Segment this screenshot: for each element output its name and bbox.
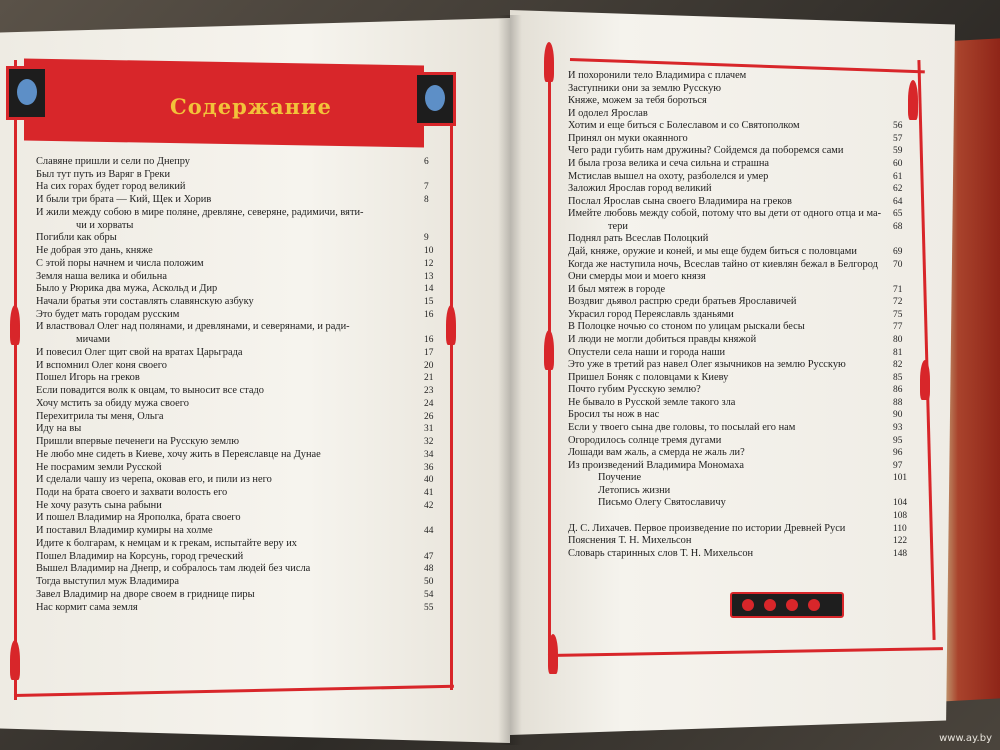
toc-entry xyxy=(36,423,81,434)
toc-entry xyxy=(568,183,712,194)
toc-entry xyxy=(36,436,239,447)
decorative-ornament-icon xyxy=(730,592,844,618)
toc-entry-title: Огородилось солнце тремя дугами xyxy=(568,434,722,446)
toc-page-number: 86 xyxy=(893,385,903,396)
toc-entry xyxy=(568,548,753,559)
toc-entry-title: Из произведений Владимира Мономаха xyxy=(568,459,744,471)
toc-entry xyxy=(568,384,701,395)
toc-entry xyxy=(568,447,745,458)
toc-entry xyxy=(36,283,217,294)
toc-entry xyxy=(36,500,162,511)
toc-entry-title: И была гроза велика и сеча сильна и страшна xyxy=(568,157,770,169)
toc-entry xyxy=(36,538,297,549)
toc-page-number: 82 xyxy=(893,360,903,371)
toc-entry xyxy=(76,220,133,231)
toc-entry-title: И был мятеж в городе xyxy=(568,283,666,295)
toc-page-number: 40 xyxy=(424,475,434,486)
toc-entry-title: Дай, княже, оружие и коней, и мы еще будем биться с половцами xyxy=(568,245,857,257)
toc-entry-title: Письмо Олегу Святославичу xyxy=(598,497,726,509)
toc-entry xyxy=(568,397,735,408)
frame-flourish-icon xyxy=(908,80,918,120)
toc-entry xyxy=(36,372,140,383)
toc-entry-title: Иду на вы xyxy=(36,423,82,435)
toc-entry-title: Лошади вам жаль, а смерда не жаль ли? xyxy=(568,447,745,459)
toc-entry-title: Хочу мстить за обиду мужа своего xyxy=(36,397,189,409)
book-gutter xyxy=(498,15,522,745)
toc-entry-title: чи и хорваты xyxy=(76,219,134,231)
toc-entry-title: Не любо мне сидеть в Киеве, хочу жить в Переяславце на Дунае xyxy=(36,448,321,460)
toc-entry-title: Пошел Владимир на Корсунь, город греческий xyxy=(36,550,244,562)
toc-entry-title: И пошел Владимир на Ярополка, брата своего xyxy=(36,512,241,524)
toc-entry-title: И вспомнил Олег коня своего xyxy=(36,359,167,371)
toc-page-number: 75 xyxy=(893,309,903,320)
toc-entry-title: Украсил город Переяславль зданьями xyxy=(568,308,734,320)
toc-page-number: 10 xyxy=(424,246,434,257)
toc-page-number: 32 xyxy=(424,437,434,448)
toc-entry xyxy=(568,70,746,81)
toc-entry-title: Заложил Ярослав город великий xyxy=(568,183,712,195)
toc-page-number: 70 xyxy=(893,259,903,270)
toc-entry-title: Они смерды мои и моего князя xyxy=(568,271,706,283)
toc-page-number: 54 xyxy=(424,589,434,600)
toc-page-number: 41 xyxy=(424,487,434,498)
toc-entry-title: Нас кормит сама земля xyxy=(36,601,138,613)
toc-entry xyxy=(568,108,648,119)
banner-ornament-left-icon xyxy=(6,66,48,120)
toc-entry-title: Почто губим Русскую землю? xyxy=(568,384,701,396)
toc-page-number: 16 xyxy=(424,309,434,320)
toc-entry xyxy=(36,474,272,485)
banner-ornament-right-icon xyxy=(414,72,456,126)
toc-page-number: 59 xyxy=(893,146,903,157)
toc-page-number: 85 xyxy=(893,372,903,383)
toc-entry-title: Пояснения Т. Н. Михельсон xyxy=(568,535,692,547)
toc-entry-title: Идите к болгарам, к немцам и к грекам, испытайте веру их xyxy=(36,537,297,549)
toc-entry xyxy=(36,258,204,269)
toc-entry xyxy=(36,296,254,307)
toc-page-number: 90 xyxy=(893,410,903,421)
toc-entry-title: мичами xyxy=(76,334,111,346)
toc-entry-title: Когда же наступила ночь, Всеслав тайно от киевлян бежал в Белгород xyxy=(568,258,878,270)
toc-page-number: 47 xyxy=(424,551,434,562)
toc-entry-title: И жили между собою в мире поляне, древляне, северяне, радимичи, вяти- xyxy=(36,206,364,218)
toc-entry xyxy=(598,485,670,496)
toc-page-number: 110 xyxy=(893,523,907,534)
toc-page-number: 88 xyxy=(893,397,903,408)
toc-entry-title: Бросил ты нож в нас xyxy=(568,409,660,421)
toc-entry xyxy=(568,460,744,471)
toc-entry-title: Хотим и еще биться с Болеславом и со Святополком xyxy=(568,120,800,132)
toc-entry-title: Пошел Игорь на греков xyxy=(36,372,140,384)
toc-entry xyxy=(36,207,364,218)
toc-entry xyxy=(36,525,213,536)
toc-page-number: 96 xyxy=(893,448,903,459)
toc-entry xyxy=(36,271,167,282)
toc-entry xyxy=(568,334,756,345)
toc-entry-title: Мстислав вышел на охоту, разболелся и умер xyxy=(568,170,769,182)
left-frame-right xyxy=(450,78,453,690)
toc-entry xyxy=(36,385,264,396)
toc-entry-title: И похоронили тело Владимира с плачем xyxy=(568,70,747,81)
toc-entry-title: Пришел Боняк с половцами к Киеву xyxy=(568,371,729,383)
toc-entry xyxy=(36,181,186,192)
toc-entry-title: Был тут путь из Варяг в Греки xyxy=(36,168,171,180)
toc-entry-title: Начали братья эти составлять славянскую азбуку xyxy=(36,296,254,308)
toc-entry-title: Завел Владимир на дворе своем в гриднице пиры xyxy=(36,588,255,600)
toc-page-number: 14 xyxy=(424,284,434,295)
toc-entry-title: Если у твоего сына две головы, то посылай его нам xyxy=(568,421,796,433)
frame-flourish-icon xyxy=(544,330,554,370)
toc-page-number: 16 xyxy=(424,335,434,346)
toc-page-number: 62 xyxy=(893,184,903,195)
toc-entry xyxy=(568,271,706,282)
toc-page-number: 48 xyxy=(424,564,434,575)
toc-page-number: 26 xyxy=(424,411,434,422)
toc-page-number: 21 xyxy=(424,373,434,384)
toc-entry xyxy=(568,171,768,182)
toc-page-number: 31 xyxy=(424,424,434,435)
toc-entry xyxy=(36,551,243,562)
frame-flourish-icon xyxy=(920,360,930,400)
left-frame-left xyxy=(14,60,17,700)
toc-entry-title: Словарь старинных слов Т. Н. Михельсон xyxy=(568,547,754,559)
toc-entry-title: Не бывало в Русской земле такого зла xyxy=(568,396,736,408)
toc-entry-title: Земля наша велика и обильна xyxy=(36,270,167,282)
toc-page-number: 101 xyxy=(893,473,908,484)
toc-entry xyxy=(568,321,805,332)
toc-entry xyxy=(36,512,241,523)
toc-entry xyxy=(36,232,117,243)
toc-entry xyxy=(36,398,189,409)
toc-entry xyxy=(36,411,164,422)
toc-page-number: 64 xyxy=(893,196,903,207)
toc-page-number: 77 xyxy=(893,322,903,333)
toc-entry-title: И сделали чашу из черепа, оковав его, и пили из него xyxy=(36,474,272,486)
toc-page-number: 80 xyxy=(893,334,903,345)
toc-entry-title: Опустели села наши и города наши xyxy=(568,346,726,358)
toc-entry-title: Поди на брата своего и захвати волость его xyxy=(36,486,228,498)
toc-entry xyxy=(568,95,707,106)
toc-entry xyxy=(36,589,255,600)
toc-entry xyxy=(568,145,843,156)
toc-entry xyxy=(568,296,796,307)
toc-entry-title: Послал Ярослав сына своего Владимира на греков xyxy=(568,195,792,207)
toc-entry-title: Тогда выступил муж Владимира xyxy=(36,576,179,588)
toc-entry xyxy=(568,233,708,244)
toc-page-number: 12 xyxy=(424,258,434,269)
toc-entry xyxy=(568,208,881,219)
toc-page-number: 68 xyxy=(893,221,903,232)
toc-entry xyxy=(608,221,628,232)
toc-entry xyxy=(36,449,321,460)
toc-page-number: 13 xyxy=(424,271,434,282)
toc-entry xyxy=(568,409,659,420)
toc-entry-title: Княже, можем за тебя бороться xyxy=(568,95,707,107)
toc-entry-title: Славяне пришли и сели по Днепру xyxy=(36,156,190,167)
watermark: www.ay.by xyxy=(939,733,992,744)
page-title: Содержание xyxy=(170,94,332,119)
toc-entry xyxy=(36,245,153,256)
toc-entry xyxy=(36,169,170,180)
toc-page-number: 23 xyxy=(424,386,434,397)
toc-entry xyxy=(36,487,227,498)
toc-entry xyxy=(36,602,138,613)
frame-flourish-icon xyxy=(10,640,20,680)
toc-entry-title: И были три брата — Кий, Щек и Хорив xyxy=(36,194,212,206)
toc-page-number: 50 xyxy=(424,577,434,588)
toc-entry-title: Принял он муки окаянного xyxy=(568,132,688,144)
toc-entry xyxy=(36,309,179,320)
toc-page-number: 72 xyxy=(893,297,903,308)
toc-entry xyxy=(568,422,795,433)
toc-entry-title: тери xyxy=(608,220,628,232)
toc-entry-title: Имейте любовь между собой, потому что вы дети от одного отца и ма- xyxy=(568,208,882,220)
toc-page-number: 97 xyxy=(893,460,903,471)
toc-entry xyxy=(36,194,211,205)
toc-page-number: 17 xyxy=(424,347,434,358)
toc-page-number: 24 xyxy=(424,398,434,409)
toc-page-number: 56 xyxy=(893,121,903,132)
toc-entry-title: Если повадится волк к овцам, то выносит все стадо xyxy=(36,385,264,397)
toc-entry xyxy=(568,435,721,446)
toc-page-number: 34 xyxy=(424,449,434,460)
toc-entry-title: И поставил Владимир кумиры на холме xyxy=(36,525,213,537)
toc-entry xyxy=(568,535,691,546)
toc-page-number: 93 xyxy=(893,422,903,433)
toc-entry xyxy=(568,259,878,270)
toc-page-number: 44 xyxy=(424,526,434,537)
toc-page-number: 15 xyxy=(424,297,434,308)
toc-entry xyxy=(568,347,725,358)
toc-page-number: 20 xyxy=(424,360,434,371)
toc-entry-title: Не добрая это дань, княже xyxy=(36,245,153,257)
toc-page-number: 42 xyxy=(424,500,434,511)
toc-page-number: 108 xyxy=(893,510,908,521)
toc-entry-title: На сих горах будет город великий xyxy=(36,181,186,193)
toc-entry-title: Заступники они за землю Русскую xyxy=(568,82,722,94)
toc-entry xyxy=(36,563,310,574)
toc-entry-title: И властвовал Олег над полянами, и древлянами, и северянами, и ради- xyxy=(36,321,350,333)
toc-entry-title: Это будет мать городам русским xyxy=(36,308,180,320)
toc-entry xyxy=(36,462,162,473)
toc-page-number: 36 xyxy=(424,462,434,473)
toc-entry-title: И повесил Олег щит свой на вратах Царьграда xyxy=(36,346,243,358)
toc-entry xyxy=(568,133,688,144)
frame-flourish-icon xyxy=(10,305,20,345)
toc-page-number: 104 xyxy=(893,498,908,509)
toc-entry xyxy=(36,360,167,371)
toc-entry xyxy=(568,309,734,320)
toc-entry xyxy=(76,334,110,345)
toc-page-number: 61 xyxy=(893,171,903,182)
toc-page-number: 65 xyxy=(893,209,903,220)
toc-entry xyxy=(36,321,350,332)
toc-entry-title: Летопись жизни xyxy=(598,484,671,496)
toc-entry-title: Вышел Владимир на Днепр, и собралось там людей без числа xyxy=(36,563,311,575)
toc-page-number: 55 xyxy=(424,602,434,613)
toc-entry-title: Поучение xyxy=(598,472,642,484)
toc-page-number: 60 xyxy=(893,158,903,169)
toc-entry-title: Было у Рюрика два мужа, Аскольд и Дир xyxy=(36,283,218,295)
toc-entry xyxy=(568,523,845,534)
toc-entry-title: И люди не могли добиться правды княжой xyxy=(568,333,757,345)
toc-page-number: 8 xyxy=(424,195,429,206)
toc-page-number: 69 xyxy=(893,246,903,257)
toc-page-number: 7 xyxy=(424,182,429,193)
toc-entry xyxy=(568,284,665,295)
toc-entry-title: С этой поры начнем и числа положим xyxy=(36,257,204,269)
toc-entry-title: Перехитрила ты меня, Ольга xyxy=(36,410,164,422)
toc-entry xyxy=(568,246,857,257)
toc-entry xyxy=(568,196,792,207)
toc-entry-title: И одолел Ярослав xyxy=(568,107,648,119)
toc-entry xyxy=(568,120,800,131)
toc-page-number: 122 xyxy=(893,536,908,547)
toc-entry-title: В Полоцке ночью со стоном по улицам рыскали бесы xyxy=(568,321,805,333)
toc-entry-title: Не посрамим земли Русской xyxy=(36,461,162,473)
toc-page-number: 148 xyxy=(893,548,908,559)
toc-entry xyxy=(36,156,190,167)
frame-flourish-icon xyxy=(544,42,554,82)
toc-entry xyxy=(568,83,721,94)
toc-entry xyxy=(598,497,726,508)
frame-flourish-icon xyxy=(548,634,558,674)
toc-entry-title: Воздвиг дьявол распрю среди братьев Ярославичей xyxy=(568,296,797,308)
toc-entry xyxy=(36,576,179,587)
toc-entry xyxy=(598,472,641,483)
toc-entry xyxy=(568,372,728,383)
toc-page-number: 6 xyxy=(424,157,429,167)
toc-page-number: 95 xyxy=(893,435,903,446)
toc-entry xyxy=(568,359,846,370)
toc-entry-title: Погибли как обры xyxy=(36,232,117,244)
toc-entry-title: Поднял рать Всеслав Полоцкий xyxy=(568,233,709,245)
toc-entry-title: Пришли впервые печенеги на Русскую землю xyxy=(36,436,239,448)
toc-page-number: 71 xyxy=(893,284,903,295)
toc-entry-title: Чего ради губить нам дружины? Сойдемся да поборемся сами xyxy=(568,145,844,157)
toc-page-number: 57 xyxy=(893,133,903,144)
toc-entry-title: Это уже в третий раз навел Олег язычников на землю Русскую xyxy=(568,359,846,371)
toc-entry xyxy=(568,158,769,169)
toc-entry-title: Не хочу разуть сына рабыни xyxy=(36,499,162,511)
toc-entry xyxy=(36,347,243,358)
toc-entry-title: Д. С. Лихачев. Первое произведение по истории Древней Руси xyxy=(568,522,846,534)
toc-page-number: 81 xyxy=(893,347,903,358)
toc-page-number: 9 xyxy=(424,233,429,244)
frame-flourish-icon xyxy=(446,305,456,345)
